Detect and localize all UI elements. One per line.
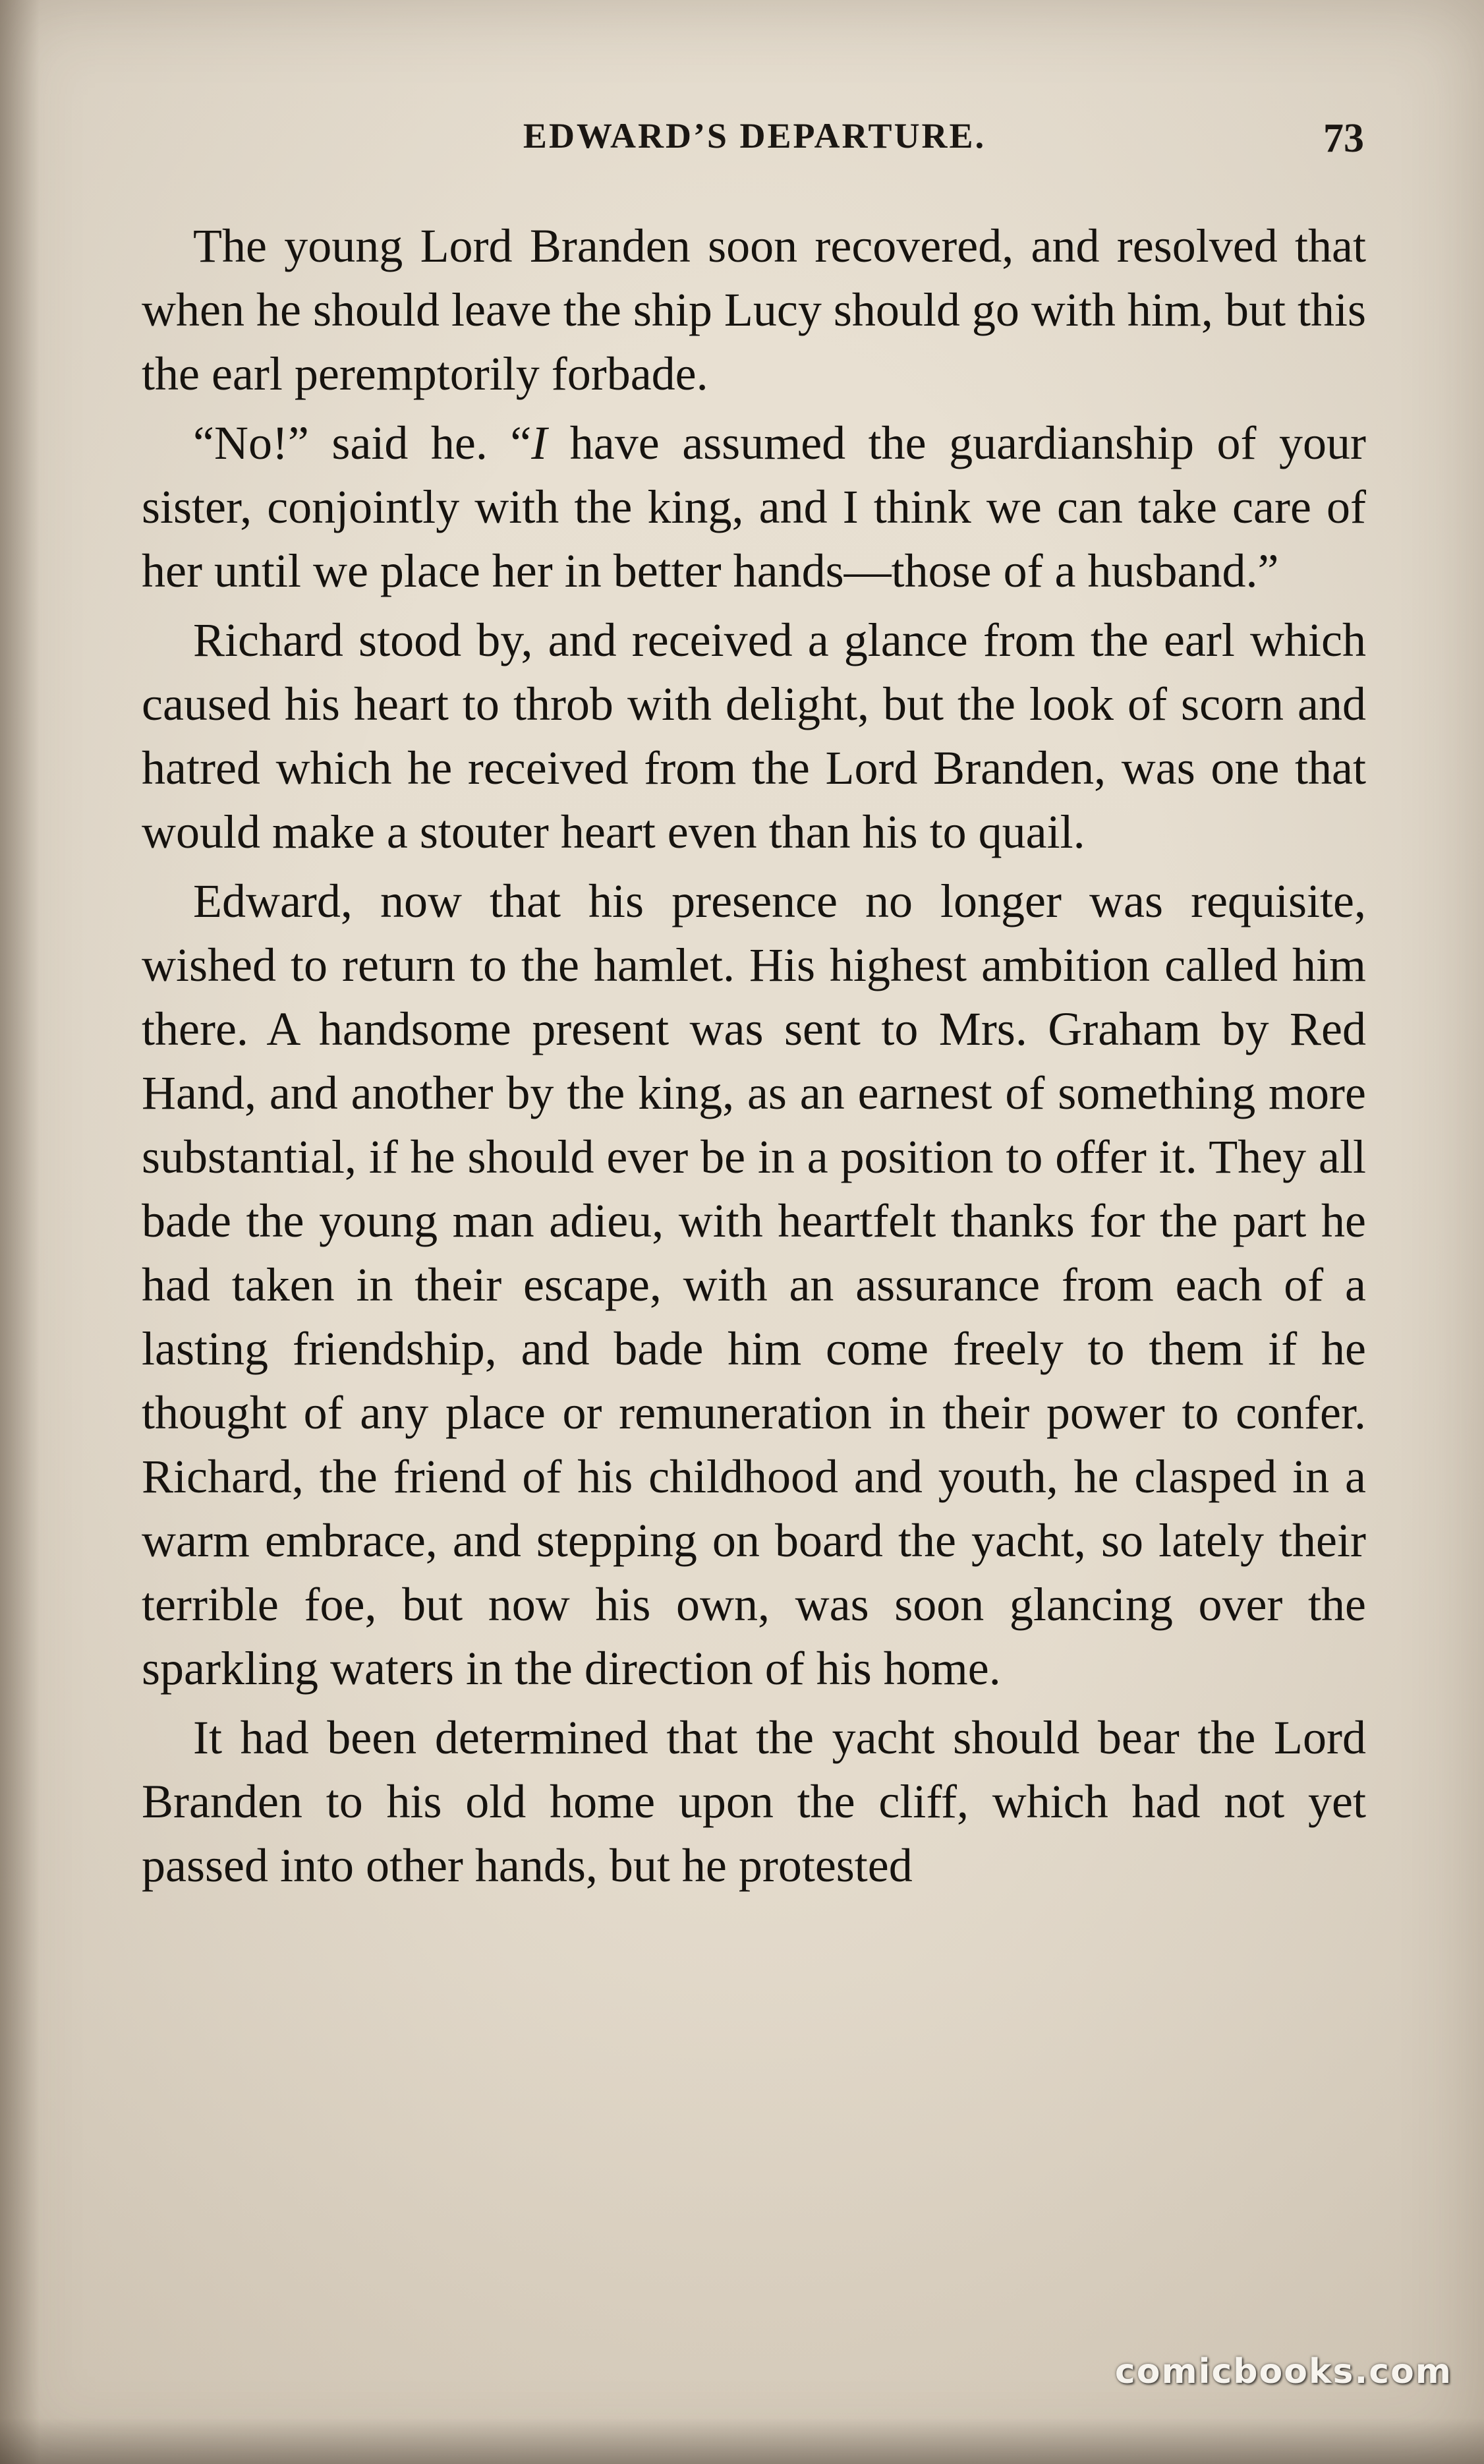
watermark: comicbooks.com	[1114, 2352, 1452, 2391]
paragraph-2-italic: I	[531, 417, 548, 469]
body-text	[142, 214, 1366, 1903]
paragraph-2-lead: “No!” said he. “	[193, 417, 532, 469]
paragraph-1: The young Lord Branden soon recovered, and resolved that when he should leave the ship Lucy should go with him, but this the earl peremptorily forbade.	[142, 220, 1366, 400]
paragraph-2-rest: have assumed the guardianship of your sister, conjointly with the king, and I think we can take care of her until we place her in better hands—those of a husband.”	[142, 417, 1367, 597]
page-number: 73	[1323, 116, 1364, 161]
running-title: EDWARD’S DEPARTURE.	[523, 116, 986, 156]
page-bottom-shadow	[0, 2418, 1484, 2464]
paragraph-2	[142, 411, 1366, 603]
paragraph-3: Richard stood by, and received a glance from the earl which caused his heart to throb with delight, but the look of scorn and hatred which he received from the Lord Branden, was one that would make a stouter heart even than his to quail.	[142, 614, 1366, 858]
page-edge-shadow	[0, 0, 40, 2464]
paragraph-5: It had been determined that the yacht should bear the Lord Branden to his old home upon the cliff, which had not yet passed into other hands, but he protested	[142, 1711, 1366, 1892]
paragraph-4: Edward, now that his presence no longer was requisite, wished to return to the hamlet. His highest ambition called him there. A handsome present was sent to Mrs. Graham by Red Hand, and another by the king, as an earnest of something more substantial, if he should ever be in a position to offer it. They all bade the young man adieu, with heartfelt thanks for the part he had taken in their escape, with an assurance from each of a lasting friendship, and bade him come freely to them if he thought of any place or remuneration in their power to confer. Richard, the friend of his childhood and youth, he clasped in a warm embrace, and stepping on board the yacht, so lately their terrible foe, but now his own, was soon glancing over the sparkling waters in the direction of his home.	[142, 875, 1366, 1695]
running-head	[145, 115, 1364, 161]
